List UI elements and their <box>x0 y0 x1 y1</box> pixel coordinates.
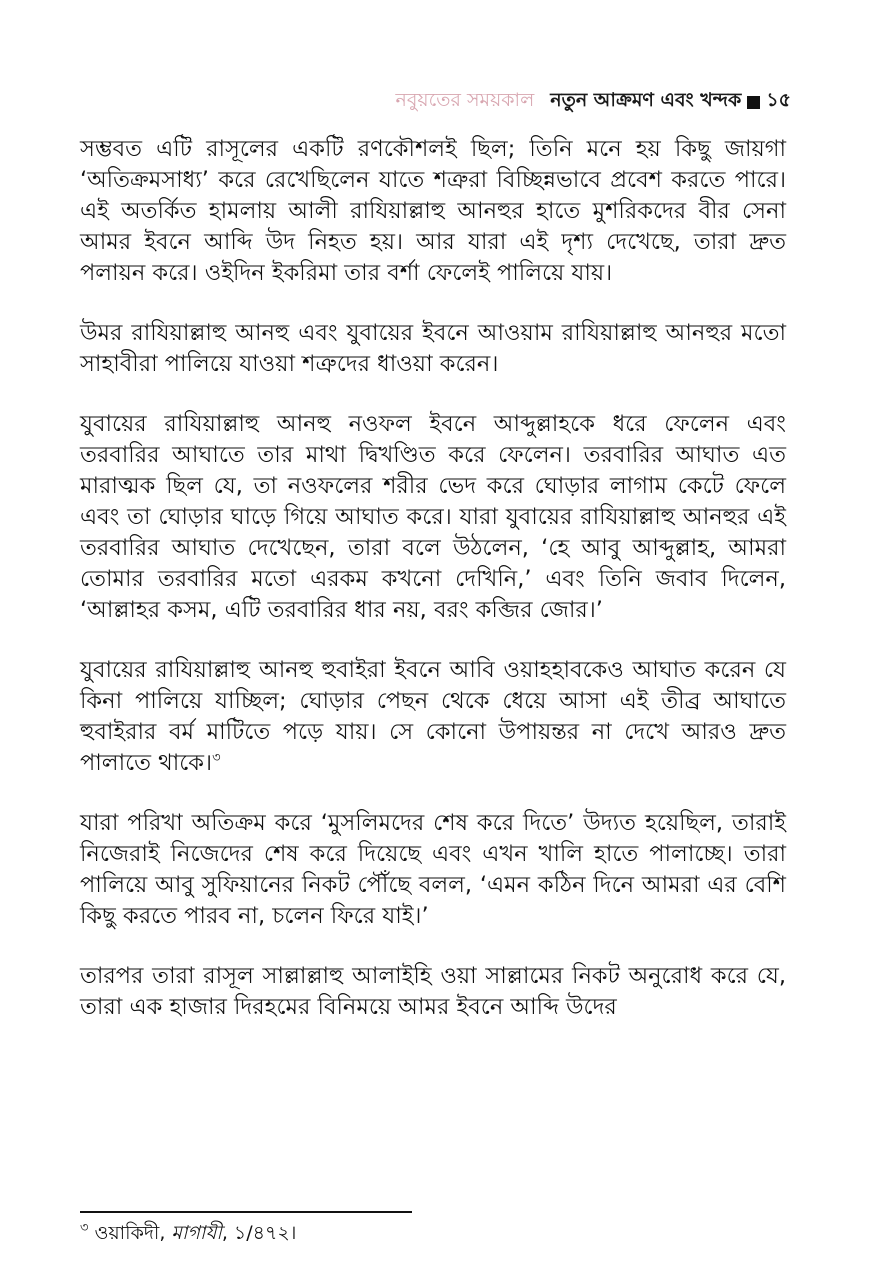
footnote-divider <box>80 1211 412 1213</box>
footnote-reference: , ১/৪৭২। <box>221 1222 297 1244</box>
page-number: ১৫ <box>766 89 791 111</box>
footnote <box>80 1220 296 1246</box>
running-header <box>395 86 791 118</box>
paragraph-5: যারা পরিখা অতিক্রম করে ‘মুসলিমদের শেষ করে দিতে’ উদ্যত হয়েছিল, তারাই নিজেরাই নিজেদের শেষ করে দিয়েছে এবং এখন খালি হাতে পালাচ্ছে। তারা পালিয়ে আবু সুফিয়ানের নিকট পৌঁছে বলল, ‘এমন কঠিন দিনে আমরা এর বেশি কিছু করতে পারব না, চলেন ফিরে যাই।’ <box>80 810 786 929</box>
footnote-book-title: মাগাযী <box>171 1222 222 1244</box>
paragraph-4-text: যুবায়ের রাযিয়াল্লাহু আনহু হুবাইরা ইবনে আবি ওয়াহহাবকেও আঘাত করেন যে কিনা পালিয়ে যাচ্ছিল; ঘোড়ার পেছন থেকে ধেয়ে আসা এই তীব্র আঘাতে হুবাইরার বর্ম মাটিতে পড়ে যায়। সে কোনো উপায়ন্তর না দেখে আরও দ্রুত পালাতে থাকে। <box>80 657 786 776</box>
footnote-reference-marker[interactable]: ৩ <box>212 750 221 766</box>
paragraph-3: যুবায়ের রাযিয়াল্লাহু আনহু নওফল ইবনে আব্দুল্লাহকে ধরে ফেলেন এবং তরবারির আঘাতে তার মাথা দ্বিখণ্ডিত করে ফেলেন। তরবারির আঘাত এত মারাত্মক ছিল যে, তা নওফলের শরীর ভেদ করে ঘোড়ার লাগাম কেটে ফেলে এবং তা ঘোড়ার ঘাড়ে গিয়ে আঘাত করে। যারা যুবায়ের রাযিয়াল্লাহু আনহুর এই তরবারির আঘাত দেখেছেন, তারা বলে উঠলেন, ‘হে আবু আব্দুল্লাহ, আমরা তোমার তরবারির মতো এরকম কখনো দেখিনি,’ এবং তিনি জবাব দিলেন, ‘আল্লাহর কসম, এটি তরবারির ধার নয়, বরং কব্জির জোর।’ <box>80 411 786 623</box>
paragraph-4 <box>80 655 786 779</box>
footnote-author: ওয়াকিদী, <box>94 1222 166 1244</box>
paragraph-1: সম্ভবত এটি রাসূলের একটি রণকৌশলই ছিল; তিনি মনে হয় কিছু জায়গা ‘অতিক্রমসাধ্য’ করে রেখেছিলেন যাতে শত্রুরা বিচ্ছিন্নভাবে প্রবেশ করতে পারে। এই অতর্কিত হামলায় আলী রাযিয়াল্লাহু আনহুর হাতে মুশরিকদের বীর সেনা আমর ইবনে আব্দি উদ নিহত হয়। আর যারা এই দৃশ্য দেখেছে, তারা দ্রুত পলায়ন করে। ওইদিন ইকরিমা তার বর্শা ফেলেই পালিয়ে যায়। <box>80 136 786 286</box>
chapter-title: নতুন আক্রমণ এবং খন্দক <box>550 89 742 111</box>
body-text <box>80 134 786 1023</box>
square-bullet-icon <box>747 96 760 109</box>
paragraph-2: উমর রাযিয়াল্লাহু আনহু এবং যুবায়ের ইবনে আওয়াম রাযিয়াল্লাহু আনহুর মতো সাহাবীরা পালিয়ে যাওয়া শত্রুদের ধাওয়া করেন। <box>80 320 786 377</box>
faint-bleed-through-title: নবুয়তের সময়কাল <box>395 89 535 111</box>
paragraph-6: তারপর তারা রাসূল সাল্লাল্লাহু আলাইহি ওয়া সাল্লামের নিকট অনুরোধ করে যে, তারা এক হাজার দিরহমের বিনিময়ে আমর ইবনে আব্দি উদের <box>80 963 786 1020</box>
footnote-marker: ৩ <box>80 1220 89 1236</box>
